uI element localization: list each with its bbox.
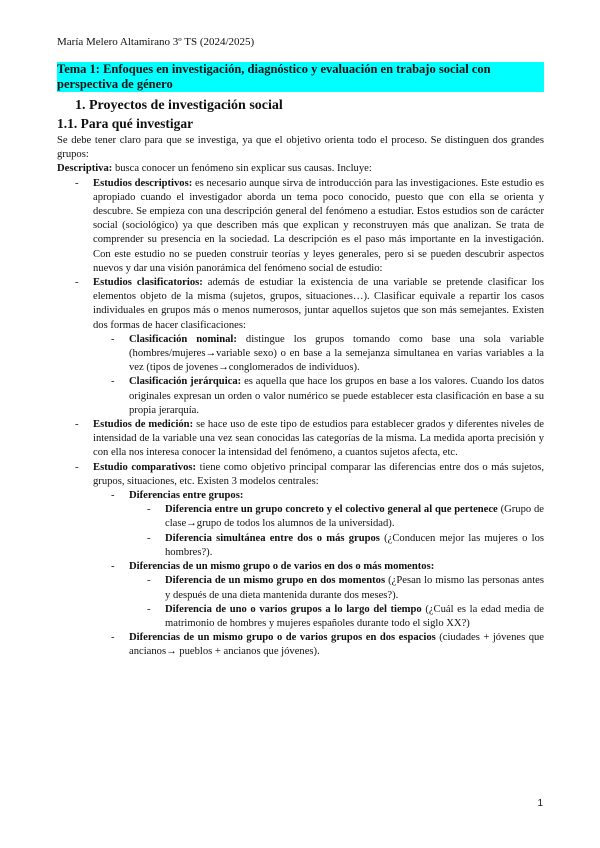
item-text: es necesario aunque sirva de introducción para las investigaciones. Este estudio es apropiado cuando el investigador aborda un tema poco conocido, puesto que con ella se orienta y descubre. Se empieza con una descripción general del fenómeno a estudiar. Estos estudios son de carácter social (sociológico) ya que describen más que explican y reconstruyen más que analizan. Se trata de comprender su presencia en la sociedad. La descripción es el paso más importante en la investigación. Con este estudio no se pueden construir teorías y leyes generales, pero si se pueden descubrir aspectos nuevos y dar una visión panorámica del fenómeno social de estudio:: [93, 177, 544, 274]
list-item-entre-grupos: [57, 489, 544, 503]
list-item-dos-momentos: [57, 574, 544, 602]
dash-bullet: -: [75, 461, 79, 473]
dash-bullet: -: [111, 561, 115, 573]
item-text: (¿Conducen mejor las mujeres o los hombres?).: [165, 532, 544, 558]
item-label: Diferencias de un mismo grupo o de varios en dos o más momentos:: [129, 561, 435, 573]
item-label: Estudio comparativos:: [93, 461, 197, 473]
dash-bullet: -: [75, 277, 79, 289]
list-item-nominal: [57, 333, 544, 376]
dash-bullet: -: [147, 603, 151, 615]
item-text: además de estudiar la existencia de una variable se pretende clasificar los elementos objeto de la misma (sujetos, grupos, situaciones…). Clasificar equivale a repartir los casos individuales en grupos más o menos numerosos, juntar aquellos sujetos que son más semejantes. Existen dos formas de hacer clasificaciones:: [93, 277, 544, 331]
item-label: Diferencias entre grupos:: [129, 490, 244, 502]
item-label: Clasificación nominal:: [129, 333, 237, 345]
list-item-momentos: [57, 560, 544, 574]
dash-bullet: -: [147, 504, 151, 516]
dash-bullet: -: [111, 490, 115, 502]
item-text: (¿Cuál es la edad media de matrimonio de hombres y mujeres españoles durante todo el siglo XX?): [165, 603, 545, 629]
item-label: Clasificación jerárquica:: [129, 376, 242, 388]
term-label: Descriptiva:: [57, 163, 113, 175]
author-header: María Melero Altamirano 3º TS (2024/2025): [57, 36, 255, 48]
dash-bullet: -: [75, 177, 79, 189]
descriptiva-paragraph: [57, 162, 544, 176]
intro-paragraph: Se debe tener claro para que se investiga, ya que el objetivo orienta todo el proceso. Se distinguen dos grandes grupos:: [57, 135, 544, 161]
item-label: Estudios clasificatorios:: [93, 277, 203, 289]
list-item-largo-tiempo: [57, 603, 544, 631]
item-text: (Grupo de clase→grupo de todos los alumnos de la universidad).: [165, 504, 544, 530]
page-number: 1: [537, 798, 543, 809]
list-item-descriptivos: [57, 177, 544, 276]
list-item-espacios: [57, 631, 544, 659]
dash-bullet: -: [147, 575, 151, 587]
item-label: Diferencia de uno o varios grupos a lo largo del tiempo: [165, 603, 422, 615]
item-label: Estudios de medición:: [93, 419, 194, 431]
item-text: se hace uso de este tipo de estudios para establecer grados y diferentes niveles de intensidad de la variable una vez sean conocidas las categorías de la misma. La medida aporta precisión y con ella nos interesa conocer la intensidad del fenómeno, a cuantos sujetos afecta, etc.: [93, 419, 544, 459]
item-label: Diferencia entre un grupo concreto y el colectivo general al que pertenece: [165, 504, 498, 516]
item-text: es aquella que hace los grupos en base a los valores. Cuando los datos originales expresan un orden o valor numérico se puede establecer esta clasificación en base a su propia jerarquía.: [129, 376, 544, 416]
dash-bullet: -: [75, 419, 79, 431]
list-item-comparativos: [57, 461, 544, 489]
list-item-clasificatorios: [57, 276, 544, 333]
dash-bullet: -: [111, 632, 115, 644]
item-text: distingue los grupos tomando como base una sola variable (hombres/mujeres→variable sexo) o en base a la semejanza simultanea en varias variables a la vez (tipos de jovenes→conglomerados de individuos).: [129, 333, 544, 374]
item-text: (¿Pesan lo mismo las personas antes y después de una dieta mantenida durante dos meses?).: [165, 575, 544, 601]
subsection-heading: 1.1. Para qué investigar: [57, 116, 194, 131]
item-label: Diferencias de un mismo grupo o de varios grupos en dos espacios: [129, 632, 436, 644]
topic-title: Tema 1: Enfoques en investigación, diagnóstico y evaluación en trabajo social con perspectiva de género: [57, 62, 544, 92]
item-label: Estudios descriptivos:: [93, 177, 193, 189]
list-item-medicion: [57, 418, 544, 461]
term-text: busca conocer un fenómeno sin explicar sus causas. Incluye:: [112, 163, 372, 175]
list-item-concreto: [57, 503, 544, 531]
item-text: (ciudades + jóvenes que ancianos→ pueblos + ancianos que jóvenes).: [129, 632, 544, 658]
dash-bullet: -: [111, 333, 115, 345]
dash-bullet: -: [111, 376, 115, 388]
dash-bullet: -: [147, 532, 151, 544]
item-label: Diferencia de un mismo grupo en dos momentos: [165, 575, 386, 587]
list-item-jerarquica: [57, 375, 544, 418]
item-text: tiene como objetivo principal comparar las diferencias entre dos o más sujetos, grupos, situaciones, etc. Existen 3 modelos centrales:: [93, 461, 544, 487]
section-heading: 1. Proyectos de investigación social: [75, 98, 283, 113]
document-page: [57, 36, 544, 660]
item-label: Diferencia simultánea entre dos o más grupos: [165, 532, 380, 544]
list-item-simultanea: [57, 532, 544, 560]
